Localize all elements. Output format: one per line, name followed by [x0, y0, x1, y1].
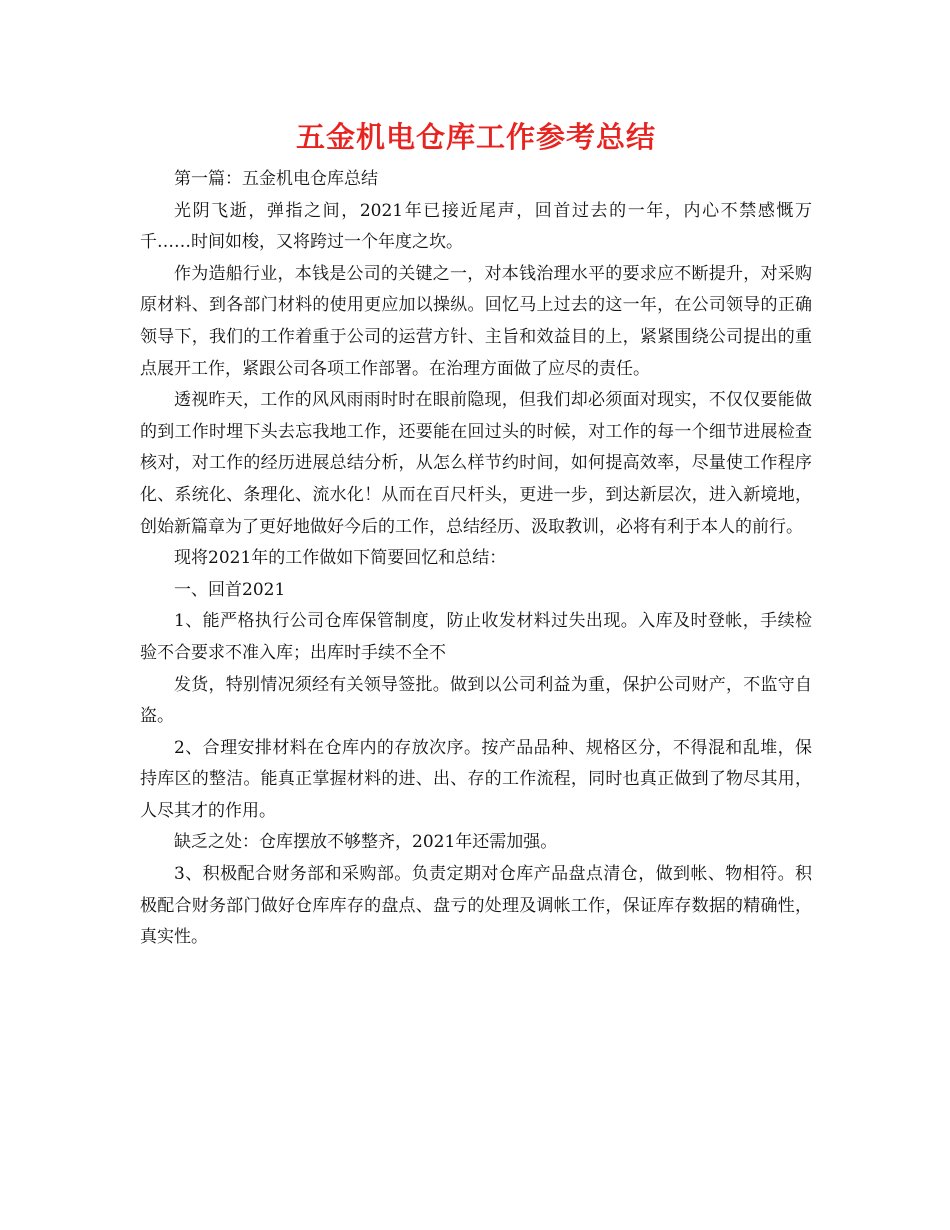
paragraph: 光阴飞逝，弹指之间，2021年已接近尾声，回首过去的一年，内心不禁感慨万千……时间如梭，又将跨过一个年度之坎。 — [140, 200, 812, 253]
paragraph: 3、积极配合财务部和采购部。负责定期对仓库产品盘点清仓，做到帐、物相符。积极配合财务部门做好仓库库存的盘点、盘亏的处理及调帐工作，保证库存数据的精确性，真实性。 — [140, 864, 812, 948]
document-page — [140, 118, 812, 954]
paragraph: 缺乏之处：仓库摆放不够整齐，2021年还需加强。 — [174, 832, 558, 853]
document-title: 五金机电仓库工作参考总结 — [295, 120, 656, 154]
paragraph: 发货，特别情况须经有关领导签批。做到以公司利益为重，保护公司财产，不监守自盗。 — [140, 674, 812, 727]
section-heading: 一、回首2021 — [174, 579, 286, 600]
paragraph: 作为造船行业，本钱是公司的关键之一，对本钱治理水平的要求应不断提升，对采购原材料、到各部门材料的使用更应加以操纵。回忆马上过去的这一年，在公司领导的正确领导下，我们的工作着重于公司的运营方针、主旨和效益目的上，紧紧围绕公司提出的重点展开工作，紧跟公司各项工作部署。在治理方面做了应尽的责任。 — [140, 263, 812, 379]
section-heading: 第一篇：五金机电仓库总结 — [174, 169, 378, 189]
paragraph: 透视昨天，工作的风风雨雨时时在眼前隐现，但我们却必须面对现实，不仅仅要能做的到工作时埋下头去忘我地工作，还要能在回过头的时候，对工作的每一个细节进展检查核对，对工作的经历进展总结分析，从怎么样节约时间，如何提高效率，尽量使工作程序化、系统化、条理化、流水化！从而在百尺杆头，更进一步，到达新层次，进入新境地，创始新篇章为了更好地做好今后的工作，总结经历、汲取教训，必将有利于本人的前行。 — [140, 390, 812, 537]
paragraph: 现将2021年的工作做如下简要回忆和总结： — [174, 548, 507, 569]
paragraph: 2、合理安排材料在仓库内的存放次序。按产品品种、规格区分，不得混和乱堆，保持库区的整洁。能真正掌握材料的进、出、存的工作流程，同时也真正做到了物尽其用，人尽其才的作用。 — [140, 737, 812, 821]
paragraph: 1、能严格执行公司仓库保管制度，防止收发材料过失出现。入库及时登帐，手续检验不合要求不准入库；出库时手续不全不 — [140, 611, 812, 663]
